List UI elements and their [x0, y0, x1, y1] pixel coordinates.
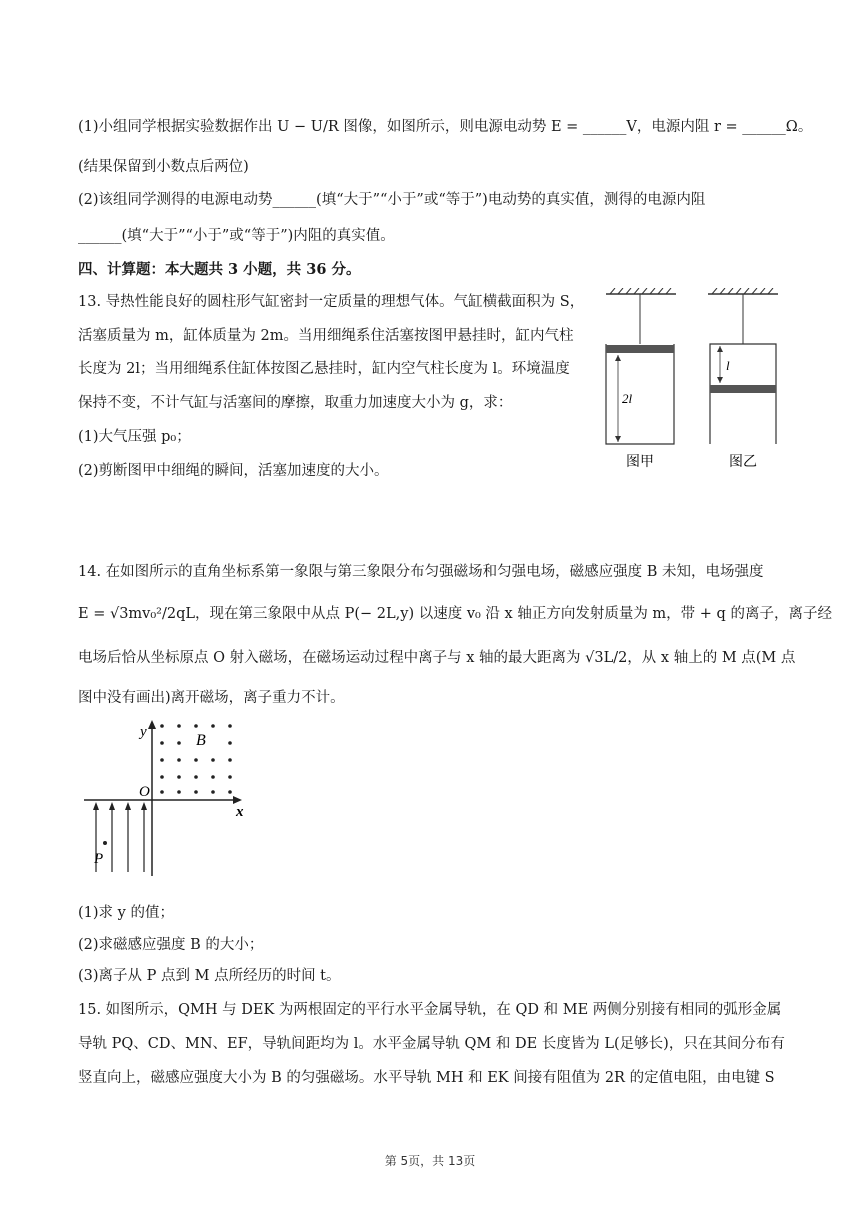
figure-yi [708, 288, 778, 470]
electric-field-lines [96, 808, 144, 872]
q15-line2: 导轨 PQ、CD、MN、EF，导轨间距均为 l。水平金属导轨 QM 和 DE 长度皆为 L(足够长)，只在其间分布有 [78, 1036, 785, 1052]
cylinder-figure [596, 288, 796, 473]
q13-sub2: (2)剪断图甲中细绳的瞬间，活塞加速度的大小。 [78, 463, 389, 479]
q14-sub3: (3)离子从 P 点到 M 点所经历的时间 t。 [78, 968, 341, 984]
origin-label: O [139, 784, 150, 800]
q14-sub2: (2)求磁感应强度 B 的大小； [78, 937, 264, 953]
coordinate-figure [84, 718, 254, 878]
q15-line3: 竖直向上，磁感应强度大小为 B 的匀强磁场。水平导轨 MH 和 EK 间接有阻值为 2R 的定值电阻，由电键 S [78, 1070, 775, 1086]
label-tujia: 图甲 [626, 455, 654, 470]
q14-line1: 14. 在如图所示的直角坐标系第一象限与第三象限分布匀强磁场和匀强电场，磁感应强度 B 未知，电场强度 [78, 564, 764, 580]
section-heading: 四、计算题：本大题共 3 小题，共 36 分。 [78, 261, 361, 278]
page-footer: 第 5页，共 13页 [384, 1154, 476, 1168]
label-2l: 2l [622, 391, 633, 406]
label-l: l [726, 358, 730, 373]
q14-line4: 图中没有画出)离开磁场，离子重力不计。 [78, 690, 345, 706]
q14-line2: E = √3mv₀²/2qL，现在第三象限中从点 P(− 2L,y) 以速度 v₀ 沿 x 轴正方向发射质量为 m，带 + q 的离子，离子经 [78, 606, 832, 622]
figure-jia [606, 288, 676, 470]
q15-line1: 15. 如图所示，QMH 与 DEK 为两根固定的平行水平金属导轨，在 QD 和 ME 两侧分别接有相同的弧形金属 [78, 1002, 782, 1018]
q13-line2: 活塞质量为 m，缸体质量为 2m。当用细绳系住活塞按图甲悬挂时，缸内气柱 [78, 328, 574, 344]
q13-sub1: (1)大气压强 p₀； [78, 429, 191, 445]
q13-line3: 长度为 2l；当用细绳系住缸体按图乙悬挂时，缸内空气柱长度为 l。环境温度 [78, 361, 570, 377]
q14-line3: 电场后恰从坐标原点 O 射入磁场，在磁场运动过程中离子与 x 轴的最大距离为 √3L/2，从 x 轴上的 M 点(M 点 [78, 650, 796, 666]
q12-part2-cont: ______(填“大于”“小于”或“等于”)内阻的真实值。 [78, 228, 395, 244]
q13-line4: 保持不变，不计气缸与活塞间的摩擦，取重力加速度大小为 g，求： [78, 395, 513, 411]
axis-y-label: y [140, 724, 147, 740]
q12-part2: (2)该组同学测得的电源电动势______(填“大于”“小于”或“等于”)电动势的真实值，测得的电源内阻 [78, 192, 706, 208]
q12-note: (结果保留到小数点后两位) [78, 159, 249, 175]
q12-part1: (1)小组同学根据实验数据作出 U − U/R 图像，如图所示，则电源电动势 E = ______V，电源内阻 r = ______Ω。 [78, 119, 813, 135]
axis-x-label: x [236, 804, 244, 820]
label-tuyi: 图乙 [729, 455, 757, 470]
point-p-label: P [94, 851, 104, 867]
q14-sub1: (1)求 y 的值； [78, 905, 174, 921]
q13-line1: 13. 导热性能良好的圆柱形气缸密封一定质量的理想气体。气缸横截面积为 S， [78, 294, 585, 310]
point-p [103, 841, 107, 845]
field-b-label: B [196, 732, 206, 749]
